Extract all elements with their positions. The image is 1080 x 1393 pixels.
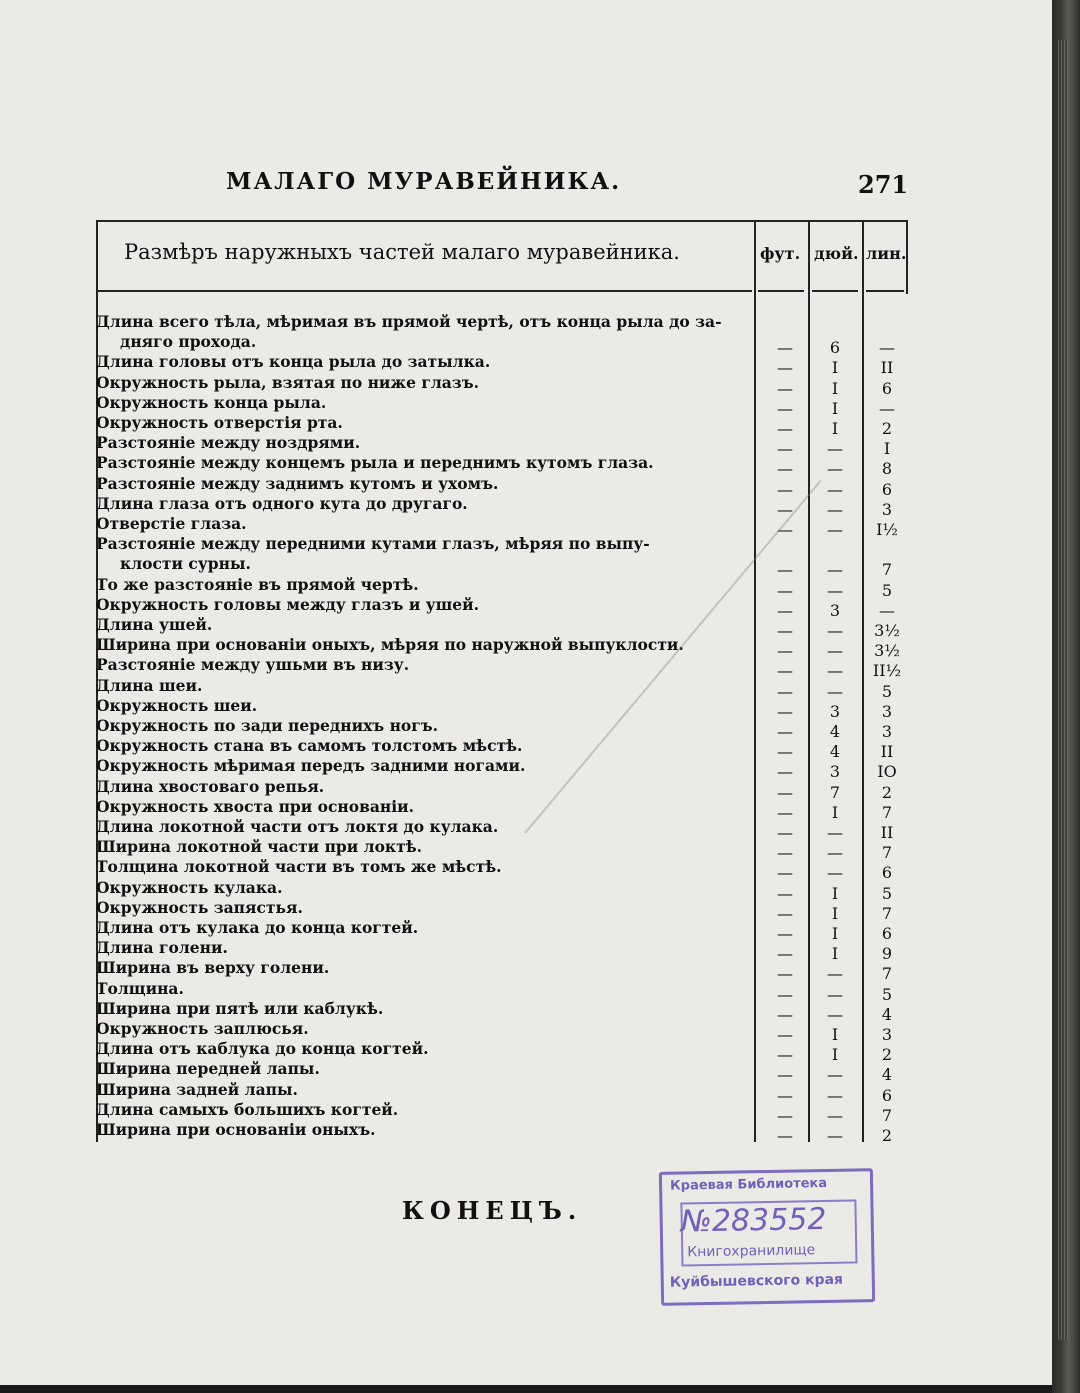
value-fut: —: [777, 742, 793, 762]
header-rule: [866, 290, 904, 292]
value-fut: —: [777, 984, 793, 1004]
row-label: Окружность конца рыла.: [96, 392, 327, 412]
value-lin: 5: [881, 580, 893, 600]
value-fut: —: [777, 338, 793, 358]
value-duim: I: [831, 924, 839, 943]
table-title: Размѣръ наружныхъ частей малаго муравейника.: [124, 240, 680, 264]
value-fut: —: [777, 823, 793, 842]
value-duim: I: [831, 903, 839, 923]
value-lin: 4: [881, 1065, 893, 1085]
value-fut: —: [777, 398, 793, 418]
value-duim: —: [827, 560, 843, 580]
row-label: Разстояніе между ушьми въ низу.: [96, 655, 410, 675]
value-duim: —: [827, 459, 843, 479]
value-fut: —: [777, 661, 793, 681]
value-lin: 7: [881, 802, 893, 822]
value-fut: —: [777, 1105, 793, 1125]
value-fut: —: [777, 883, 793, 903]
value-fut: —: [777, 1085, 793, 1105]
row-label: Разстояніе между ноздрями.: [96, 433, 361, 453]
value-lin: 3: [881, 722, 893, 741]
value-duim: I: [831, 944, 839, 964]
running-head: МАЛАГО МУРАВЕЙНИКА.: [226, 168, 622, 195]
value-fut: —: [777, 600, 793, 620]
value-fut: —: [777, 499, 793, 519]
value-fut: —: [777, 944, 793, 964]
value-lin: II: [880, 742, 894, 762]
unit-header-duim: дюй.: [814, 244, 859, 263]
value-lin: 2: [881, 782, 893, 802]
row-label: Длина самыхъ большихъ когтей.: [96, 1099, 399, 1119]
page-number: 271: [858, 170, 909, 199]
value-duim: —: [827, 681, 843, 701]
value-fut: —: [777, 863, 793, 883]
value-lin: 8: [881, 459, 893, 479]
row-label: Окружность стана въ самомъ толстомъ мѣстѣ.: [96, 736, 523, 756]
value-lin: I½: [876, 520, 898, 539]
stamp-line-4: Куйбышевского края: [669, 1271, 844, 1291]
column-divider: [862, 222, 864, 1142]
value-fut: —: [777, 1126, 793, 1145]
value-duim: —: [827, 823, 843, 842]
value-lin: 6: [881, 479, 893, 499]
value-duim: —: [827, 580, 843, 600]
value-duim: 7: [829, 782, 841, 802]
row-label: Отверстіе глаза.: [96, 514, 247, 533]
row-label: Ширина при основаніи оныхъ.: [96, 1120, 376, 1139]
row-label-continuation: дняго прохода.: [120, 332, 257, 352]
table-top-rule: [96, 220, 908, 222]
value-duim: I: [831, 1045, 839, 1065]
value-fut: —: [777, 964, 793, 984]
value-duim: —: [827, 843, 843, 863]
row-label: Ширина передней лапы.: [96, 1059, 320, 1079]
row-label: Окружность шеи.: [96, 695, 258, 715]
row-label: Ширина при пятѣ или каблукѣ.: [96, 998, 384, 1018]
value-fut: —: [777, 358, 793, 378]
value-fut: —: [777, 681, 793, 701]
value-duim: —: [827, 1065, 843, 1085]
value-lin: 7: [881, 903, 893, 923]
library-stamp: [659, 1168, 875, 1306]
row-label: Длина шеи.: [96, 675, 203, 695]
row-label: Разстояніе между передними кутами глазъ, мѣряя по выпу-: [96, 534, 650, 554]
value-lin: 2: [881, 1126, 893, 1145]
value-duim: —: [827, 863, 843, 883]
header-rule: [98, 290, 752, 292]
value-fut: —: [777, 782, 793, 802]
value-duim: —: [827, 520, 843, 539]
value-duim: —: [827, 1004, 843, 1024]
row-label: Длина хвостоваго репья.: [96, 776, 325, 796]
value-lin: 2: [881, 419, 893, 438]
value-lin: 3: [881, 1025, 893, 1044]
value-duim: —: [827, 621, 843, 640]
row-label: Толщина локотной части въ томъ же мѣстѣ.: [96, 857, 502, 877]
unit-header-fut: фут.: [760, 244, 801, 263]
value-fut: —: [777, 1045, 793, 1065]
column-divider: [808, 222, 810, 1142]
row-label: Окружность по зади переднихъ ногъ.: [96, 716, 439, 735]
row-label: Длина отъ каблука до конца когтей.: [96, 1039, 429, 1059]
value-lin: 7: [881, 843, 893, 863]
value-duim: I: [831, 1025, 839, 1044]
value-lin: 5: [881, 984, 893, 1004]
value-lin: 9: [881, 944, 893, 964]
header-rule: [812, 290, 858, 292]
value-duim: —: [827, 1105, 843, 1125]
row-label: Длина всего тѣла, мѣримая въ прямой чертѣ, отъ конца рыла до за-: [96, 312, 722, 331]
value-lin: II½: [872, 661, 902, 681]
stamp-line-3: Книгохранилище: [687, 1242, 816, 1261]
row-label: Ширина задней лапы.: [96, 1079, 298, 1099]
value-duim: —: [827, 499, 843, 519]
value-lin: —: [879, 338, 895, 358]
value-lin: 5: [881, 681, 893, 701]
value-duim: —: [827, 479, 843, 499]
value-duim: —: [827, 641, 843, 661]
value-duim: —: [827, 984, 843, 1004]
end-text: КОНЕЦЪ.: [402, 1196, 583, 1225]
value-fut: —: [777, 924, 793, 943]
value-lin: 5: [881, 883, 893, 903]
row-label: Длина локотной части отъ локтя до кулака.: [96, 817, 499, 836]
value-fut: —: [777, 701, 793, 721]
value-duim: —: [827, 439, 843, 459]
value-lin: II: [880, 358, 894, 378]
value-fut: —: [777, 439, 793, 459]
row-label: Длина головы отъ конца рыла до затылка.: [96, 352, 491, 372]
value-duim: I: [831, 378, 839, 398]
value-lin: 7: [881, 560, 893, 580]
value-fut: —: [777, 1004, 793, 1024]
value-fut: —: [777, 520, 793, 539]
value-duim: I: [831, 419, 839, 438]
value-lin: 3½: [874, 641, 900, 661]
stamp-line-1: Краевая Библиотека: [669, 1175, 828, 1194]
value-fut: —: [777, 641, 793, 661]
value-fut: —: [777, 580, 793, 600]
value-duim: —: [827, 661, 843, 681]
row-label: Толщина.: [96, 978, 184, 998]
value-duim: —: [827, 1085, 843, 1105]
value-fut: —: [777, 419, 793, 438]
row-label: Длина ушей.: [96, 615, 213, 634]
value-duim: I: [831, 358, 839, 378]
row-label: Разстояніе между концемъ рыла и переднимъ кутомъ глаза.: [96, 453, 654, 473]
row-label: Разстояніе между заднимъ кутомъ и ухомъ.: [96, 473, 499, 493]
value-fut: —: [777, 843, 793, 863]
value-lin: —: [879, 600, 895, 620]
value-duim: I: [831, 398, 839, 418]
header-rule: [758, 290, 804, 292]
row-label-continuation: клости сурны.: [120, 554, 251, 574]
value-duim: 3: [829, 600, 841, 620]
value-lin: 6: [881, 378, 893, 398]
value-lin: 6: [881, 1085, 893, 1105]
value-lin: 2: [881, 1045, 893, 1065]
row-label: Окружность заплюсья.: [96, 1019, 309, 1038]
value-fut: —: [777, 762, 793, 782]
value-lin: II: [880, 823, 894, 842]
value-fut: —: [777, 479, 793, 499]
value-fut: —: [777, 621, 793, 640]
value-fut: —: [777, 560, 793, 580]
value-duim: 3: [829, 762, 841, 782]
row-label: Окружность запястья.: [96, 897, 303, 917]
book-edge-pages: [1058, 40, 1068, 1340]
value-lin: IO: [877, 762, 897, 782]
stamp-number: №283552: [680, 1201, 827, 1240]
value-lin: —: [879, 398, 895, 418]
row-label: То же разстояніе въ прямой чертѣ.: [96, 574, 419, 594]
value-lin: 3: [881, 701, 893, 721]
value-duim: 6: [829, 338, 841, 358]
value-lin: 7: [881, 1105, 893, 1125]
row-label: Ширина локотной части при локтѣ.: [96, 837, 423, 857]
value-lin: I: [883, 439, 891, 459]
row-label: Ширина въ верху голени.: [96, 958, 330, 978]
row-label: Окружность хвоста при основаніи.: [96, 796, 415, 816]
value-lin: 7: [881, 964, 893, 984]
value-fut: —: [777, 722, 793, 741]
value-duim: 4: [829, 722, 841, 741]
row-label: Окружность головы между глазъ и ушей.: [96, 594, 480, 614]
value-duim: I: [831, 883, 839, 903]
row-label: Длина голени.: [96, 938, 228, 958]
value-lin: 6: [881, 863, 893, 883]
value-fut: —: [777, 459, 793, 479]
value-duim: 3: [829, 701, 841, 721]
value-duim: —: [827, 1126, 843, 1145]
value-lin: 4: [881, 1004, 893, 1024]
value-fut: —: [777, 1065, 793, 1085]
row-label: Длина глаза отъ одного кута до другаго.: [96, 493, 468, 513]
value-fut: —: [777, 802, 793, 822]
value-duim: —: [827, 964, 843, 984]
row-label: Окружность мѣримая передъ задними ногами.: [96, 756, 526, 776]
value-duim: 4: [829, 742, 841, 762]
value-fut: —: [777, 903, 793, 923]
value-lin: 3½: [874, 621, 900, 640]
row-label: Окружность отверстія рта.: [96, 413, 343, 432]
value-duim: I: [831, 802, 839, 822]
value-lin: 3: [881, 499, 893, 519]
value-fut: —: [777, 1025, 793, 1044]
row-label: Длина отъ кулака до конца когтей.: [96, 918, 419, 937]
row-label: Ширина при основаніи оныхъ, мѣряя по наружной выпуклости.: [96, 635, 684, 655]
value-lin: 6: [881, 924, 893, 943]
unit-header-lin: лин.: [866, 244, 907, 263]
row-label: Окружность рыла, взятая по ниже глазъ.: [96, 372, 479, 392]
row-label: Окружность кулака.: [96, 877, 283, 897]
value-fut: —: [777, 378, 793, 398]
